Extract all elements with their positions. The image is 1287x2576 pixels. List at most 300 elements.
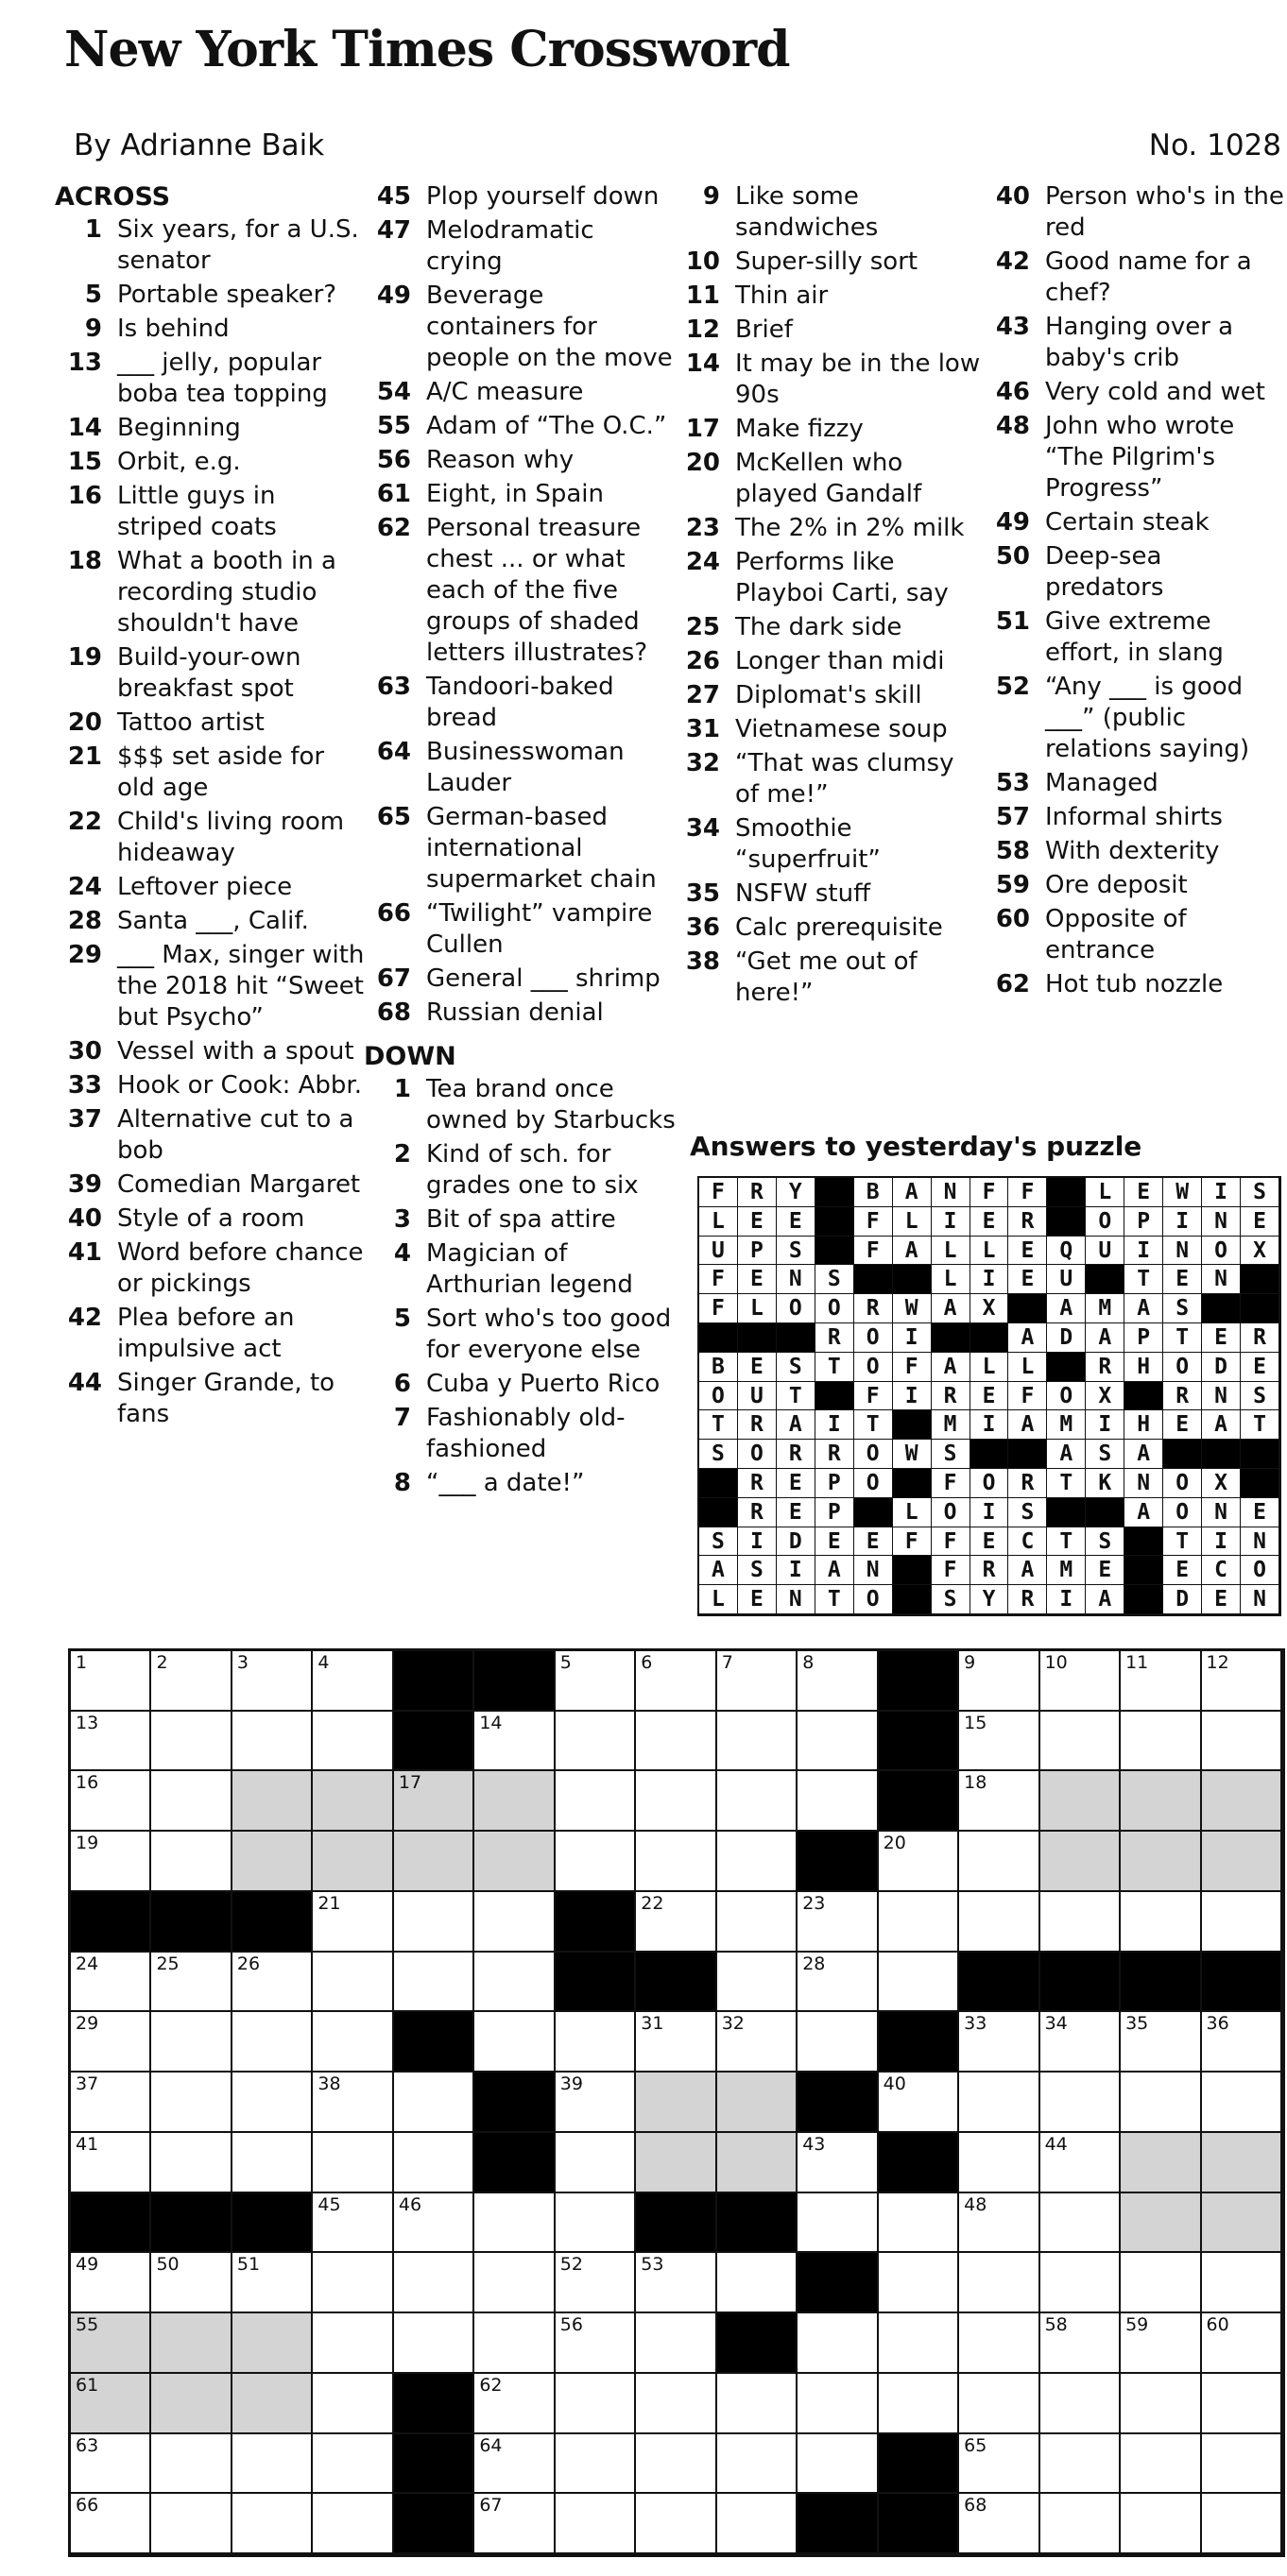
down-clue-1[interactable] [364, 1074, 676, 1136]
down-clue-35[interactable] [673, 879, 985, 910]
black-square [556, 1953, 636, 2013]
grid-cell[interactable] [556, 1651, 636, 1712]
grid-cell[interactable] [717, 1771, 798, 1832]
grid-cell[interactable] [879, 1892, 959, 1953]
grid-cell[interactable] [1040, 1651, 1121, 1712]
grid-cell[interactable] [1121, 2012, 1201, 2073]
grid-cell[interactable] [1202, 2313, 1282, 2374]
shaded-grid-cell[interactable] [151, 2313, 232, 2374]
shaded-grid-cell[interactable] [474, 1771, 555, 1832]
grid-cell[interactable] [636, 1771, 716, 1832]
across-clue-30[interactable] [55, 1036, 367, 1067]
grid-cell[interactable] [1202, 2012, 1282, 2073]
grid-cell[interactable] [959, 2073, 1039, 2133]
grid-cell[interactable] [556, 2193, 636, 2254]
grid-cell[interactable] [313, 2374, 393, 2434]
grid-cell[interactable] [313, 1651, 393, 1712]
down-clue-4[interactable] [364, 1238, 676, 1301]
black-square [394, 2012, 474, 2073]
clue-number: 23 [685, 514, 720, 542]
down-clue-5[interactable] [364, 1304, 676, 1366]
down-clue-53[interactable] [983, 768, 1287, 799]
grid-cell[interactable] [313, 2494, 393, 2554]
across-clue-1[interactable] [55, 214, 367, 277]
across-clue-62[interactable] [364, 513, 676, 669]
grid-cell[interactable] [474, 1712, 555, 1772]
across-clue-63[interactable] [364, 672, 676, 734]
grid-cell[interactable] [474, 2374, 555, 2434]
down-clue-9[interactable] [673, 181, 985, 244]
grid-cell[interactable] [71, 2073, 151, 2133]
shaded-grid-cell[interactable] [1121, 2133, 1201, 2193]
grid-cell[interactable] [1040, 2253, 1121, 2313]
grid-cell[interactable] [151, 1651, 232, 1712]
grid-cell[interactable] [474, 2193, 555, 2254]
answer-black-cell [1202, 1294, 1241, 1323]
answer-cell: T [699, 1410, 738, 1440]
down-clue-49[interactable] [983, 507, 1287, 538]
grid-cell[interactable] [717, 1651, 798, 1712]
grid-cell[interactable] [1040, 2012, 1121, 2073]
grid-cell[interactable] [879, 1953, 959, 2013]
grid-cell[interactable] [71, 2012, 151, 2073]
shaded-grid-cell[interactable] [1121, 2193, 1201, 2254]
down-clue-24[interactable] [673, 547, 985, 609]
down-clue-20[interactable] [673, 448, 985, 510]
answer-cell: I [1086, 1410, 1124, 1440]
clue-number: 12 [685, 316, 720, 344]
grid-cell[interactable] [1040, 1892, 1121, 1953]
grid-cell[interactable] [556, 2133, 636, 2193]
cell-number: 65 [964, 2434, 987, 2456]
grid-cell[interactable] [1202, 1892, 1282, 1953]
grid-cell[interactable] [556, 2012, 636, 2073]
grid-cell[interactable] [71, 2253, 151, 2313]
grid-cell[interactable] [1202, 2253, 1282, 2313]
cell-number: 44 [1044, 2133, 1068, 2155]
grid-cell[interactable] [636, 2434, 716, 2495]
cell-number: 3 [236, 1652, 249, 1673]
across-clue-47[interactable] [364, 215, 676, 278]
down-clue-25[interactable] [673, 612, 985, 643]
grid-cell[interactable] [798, 2193, 878, 2254]
shaded-grid-cell[interactable] [1040, 1771, 1121, 1832]
grid-cell[interactable] [798, 1953, 878, 2013]
grid-cell[interactable] [71, 1712, 151, 1772]
grid-cell[interactable] [556, 1712, 636, 1772]
grid-cell[interactable] [1121, 2253, 1201, 2313]
grid-cell[interactable] [232, 2012, 313, 2073]
clue-number: 7 [393, 1404, 411, 1432]
clue-text: “Get me out of here!” [735, 947, 918, 1007]
grid-cell[interactable] [1121, 2494, 1201, 2554]
grid-cell[interactable] [151, 1832, 232, 1892]
down-clue-26[interactable] [673, 646, 985, 677]
grid-cell[interactable] [313, 1953, 393, 2013]
down-clue-6[interactable] [364, 1369, 676, 1400]
down-clue-57[interactable] [983, 802, 1287, 833]
grid-cell[interactable] [151, 1771, 232, 1832]
clue-text: It may be in the low 90s [735, 350, 981, 409]
across-clue-65[interactable] [364, 802, 676, 896]
grid-cell[interactable] [798, 2313, 878, 2374]
grid-cell[interactable] [394, 2313, 474, 2374]
down-clue-38[interactable] [673, 947, 985, 1009]
down-clue-3[interactable] [364, 1204, 676, 1236]
shaded-grid-cell[interactable] [232, 2313, 313, 2374]
answer-cell: I [970, 1265, 1009, 1294]
down-clue-10[interactable] [673, 247, 985, 278]
across-clue-24[interactable] [55, 872, 367, 903]
across-clue-28[interactable] [55, 906, 367, 937]
across-clue-20[interactable] [55, 708, 367, 739]
grid-cell[interactable] [151, 2494, 232, 2554]
grid-cell[interactable] [1040, 2434, 1121, 2495]
across-clue-49[interactable] [364, 281, 676, 374]
grid-cell[interactable] [959, 2253, 1039, 2313]
grid-cell[interactable] [232, 1953, 313, 2013]
grid-cell[interactable] [717, 2012, 798, 2073]
grid-cell[interactable] [232, 2494, 313, 2554]
down-clue-46[interactable] [983, 377, 1287, 408]
grid-cell[interactable] [1040, 2374, 1121, 2434]
down-clue-51[interactable] [983, 606, 1287, 669]
grid-cell[interactable] [556, 2253, 636, 2313]
grid-cell[interactable] [71, 2494, 151, 2554]
grid-cell[interactable] [474, 2494, 555, 2554]
grid-cell[interactable] [959, 1651, 1039, 1712]
grid-cell[interactable] [1202, 1651, 1282, 1712]
across-clue-19[interactable] [55, 642, 367, 705]
grid-cell[interactable] [798, 2434, 878, 2495]
grid-cell[interactable] [232, 2133, 313, 2193]
grid-cell[interactable] [474, 2313, 555, 2374]
grid-cell[interactable] [232, 2253, 313, 2313]
grid-cell[interactable] [1121, 1712, 1201, 1772]
grid-cell[interactable] [71, 1832, 151, 1892]
grid-cell[interactable] [1040, 2073, 1121, 2133]
grid-cell[interactable] [798, 1712, 878, 1772]
grid-cell[interactable] [394, 2193, 474, 2254]
across-clue-14[interactable] [55, 413, 367, 444]
down-clue-40[interactable] [983, 181, 1287, 244]
grid-cell[interactable] [959, 1892, 1039, 1953]
grid-cell[interactable] [556, 2434, 636, 2495]
grid-cell[interactable] [71, 2133, 151, 2193]
down-clue-36[interactable] [673, 913, 985, 944]
grid-cell[interactable] [313, 1712, 393, 1772]
down-clue-17[interactable] [673, 414, 985, 445]
shaded-grid-cell[interactable] [1202, 2133, 1282, 2193]
grid-cell[interactable] [959, 2193, 1039, 2254]
grid-cell[interactable] [1121, 2374, 1201, 2434]
grid-cell[interactable] [313, 2073, 393, 2133]
shaded-grid-cell[interactable] [636, 2073, 716, 2133]
clue-number: 20 [685, 449, 720, 477]
grid-cell[interactable] [232, 2073, 313, 2133]
across-clue-5[interactable] [55, 280, 367, 311]
grid-cell[interactable] [394, 1953, 474, 2013]
grid-cell[interactable] [1121, 2434, 1201, 2495]
grid-cell[interactable] [151, 2253, 232, 2313]
grid-cell[interactable] [313, 2313, 393, 2374]
grid-cell[interactable] [1202, 2073, 1282, 2133]
across-clue-13[interactable] [55, 348, 367, 410]
across-clue-68[interactable] [364, 998, 676, 1029]
grid-cell[interactable] [71, 2434, 151, 2495]
across-clue-21[interactable] [55, 742, 367, 804]
grid-cell[interactable] [959, 2133, 1039, 2193]
down-clue-42[interactable] [983, 247, 1287, 309]
grid-cell[interactable] [636, 1651, 716, 1712]
down-clue-59[interactable] [983, 870, 1287, 901]
grid-cell[interactable] [151, 2434, 232, 2495]
across-clue-55[interactable] [364, 411, 676, 442]
across-clue-67[interactable] [364, 964, 676, 995]
grid-cell[interactable] [717, 2434, 798, 2495]
grid-cell[interactable] [879, 2374, 959, 2434]
grid-cell[interactable] [636, 2313, 716, 2374]
clue-number: 14 [67, 414, 102, 442]
down-clue-14[interactable] [673, 349, 985, 411]
down-clue-31[interactable] [673, 714, 985, 745]
grid-cell[interactable] [636, 2494, 716, 2554]
shaded-grid-cell[interactable] [717, 2073, 798, 2133]
across-clue-40[interactable] [55, 1203, 367, 1235]
down-clue-62[interactable] [983, 969, 1287, 1000]
across-clue-37[interactable] [55, 1104, 367, 1167]
clue-number: 53 [995, 769, 1030, 797]
down-clue-2[interactable] [364, 1139, 676, 1202]
grid-cell[interactable] [71, 1953, 151, 2013]
grid-cell[interactable] [798, 1651, 878, 1712]
across-clue-66[interactable] [364, 898, 676, 961]
grid-cell[interactable] [879, 2313, 959, 2374]
shaded-grid-cell[interactable] [474, 1832, 555, 1892]
answer-cell: F [932, 1556, 970, 1585]
shaded-grid-cell[interactable] [232, 1832, 313, 1892]
grid-cell[interactable] [71, 1651, 151, 1712]
across-clue-33[interactable] [55, 1070, 367, 1101]
shaded-grid-cell[interactable] [636, 2133, 716, 2193]
grid-cell[interactable] [959, 1712, 1039, 1772]
grid-cell[interactable] [879, 2253, 959, 2313]
grid-cell[interactable] [394, 2073, 474, 2133]
grid-cell[interactable] [232, 2434, 313, 2495]
grid-cell[interactable] [1040, 2193, 1121, 2254]
grid-cell[interactable] [798, 2133, 878, 2193]
down-clue-32[interactable] [673, 748, 985, 810]
grid-cell[interactable] [394, 1892, 474, 1953]
down-clue-12[interactable] [673, 315, 985, 346]
grid-cell[interactable] [717, 2374, 798, 2434]
grid-cell[interactable] [798, 1892, 878, 1953]
across-clue-16[interactable] [55, 481, 367, 543]
grid-cell[interactable] [71, 1771, 151, 1832]
answer-cell: S [1241, 1382, 1279, 1411]
across-clue-29[interactable] [55, 940, 367, 1033]
grid-cell[interactable] [879, 2073, 959, 2133]
across-clue-54[interactable] [364, 377, 676, 408]
shaded-grid-cell[interactable] [1202, 2193, 1282, 2254]
grid-cell[interactable] [959, 2012, 1039, 2073]
grid-cell[interactable] [474, 2012, 555, 2073]
down-clue-52[interactable] [983, 672, 1287, 765]
answer-cell: H [1124, 1410, 1163, 1440]
grid-cell[interactable] [394, 2253, 474, 2313]
shaded-grid-cell[interactable] [1202, 1832, 1282, 1892]
down-clue-58[interactable] [983, 836, 1287, 867]
grid-cell[interactable] [1121, 1892, 1201, 1953]
answer-cell: S [1086, 1527, 1124, 1557]
answer-cell: S [738, 1556, 777, 1585]
grid-cell[interactable] [1202, 2434, 1282, 2495]
grid-cell[interactable] [1040, 2494, 1121, 2554]
shaded-grid-cell[interactable] [313, 1832, 393, 1892]
grid-cell[interactable] [879, 1832, 959, 1892]
grid-cell[interactable] [1040, 2133, 1121, 2193]
across-clue-61[interactable] [364, 479, 676, 510]
answer-black-cell [1124, 1382, 1163, 1411]
across-clue-44[interactable] [55, 1368, 367, 1430]
across-clue-45[interactable] [364, 181, 676, 213]
shaded-grid-cell[interactable] [1121, 1771, 1201, 1832]
down-clue-8[interactable] [364, 1468, 676, 1499]
shaded-grid-cell[interactable] [232, 1771, 313, 1832]
grid-cell[interactable] [717, 1832, 798, 1892]
shaded-grid-cell[interactable] [71, 2313, 151, 2374]
across-clue-9[interactable] [55, 314, 367, 345]
down-clue-50[interactable] [983, 541, 1287, 604]
across-clue-56[interactable] [364, 445, 676, 476]
grid-cell[interactable] [151, 2133, 232, 2193]
grid-cell[interactable] [879, 2193, 959, 2254]
shaded-grid-cell[interactable] [313, 1771, 393, 1832]
grid-cell[interactable] [717, 1712, 798, 1772]
grid-cell[interactable] [636, 1832, 716, 1892]
grid-cell[interactable] [474, 2434, 555, 2495]
grid-cell[interactable] [394, 2133, 474, 2193]
grid-cell[interactable] [636, 2012, 716, 2073]
grid-cell[interactable] [1121, 1651, 1201, 1712]
answer-cell: A [1086, 1585, 1124, 1614]
down-clue-43[interactable] [983, 312, 1287, 374]
grid-cell[interactable] [556, 2073, 636, 2133]
grid-cell[interactable] [959, 1771, 1039, 1832]
grid-cell[interactable] [151, 1712, 232, 1772]
down-clue-34[interactable] [673, 813, 985, 876]
across-clue-22[interactable] [55, 807, 367, 869]
grid-cell[interactable] [313, 2253, 393, 2313]
grid-cell[interactable] [474, 1953, 555, 2013]
grid-cell[interactable] [717, 2253, 798, 2313]
grid-cell[interactable] [798, 1771, 878, 1832]
answer-black-cell [1124, 1556, 1163, 1585]
across-clue-64[interactable] [364, 737, 676, 799]
grid-cell[interactable] [1040, 1712, 1121, 1772]
shaded-grid-cell[interactable] [71, 2374, 151, 2434]
grid-cell[interactable] [151, 2073, 232, 2133]
answer-cell: A [777, 1410, 815, 1440]
down-clue-60[interactable] [983, 904, 1287, 966]
grid-cell[interactable] [717, 2494, 798, 2554]
cell-number: 45 [317, 2193, 341, 2215]
grid-cell[interactable] [556, 2494, 636, 2554]
down-clue-7[interactable] [364, 1403, 676, 1465]
down-clue-27[interactable] [673, 680, 985, 711]
grid-cell[interactable] [959, 2313, 1039, 2374]
grid-cell[interactable] [636, 2253, 716, 2313]
grid-cell[interactable] [798, 2374, 878, 2434]
grid-cell[interactable] [151, 1953, 232, 2013]
across-clue-18[interactable] [55, 546, 367, 640]
grid-cell[interactable] [1121, 2073, 1201, 2133]
grid-cell[interactable] [313, 2012, 393, 2073]
cell-number: 32 [721, 2013, 745, 2035]
grid-cell[interactable] [636, 1892, 716, 1953]
grid-cell[interactable] [636, 1712, 716, 1772]
grid-cell[interactable] [1121, 2313, 1201, 2374]
grid-cell[interactable] [151, 2012, 232, 2073]
clue-text: Like some sandwiches [735, 182, 879, 242]
grid-cell[interactable] [474, 1892, 555, 1953]
grid-cell[interactable] [556, 1832, 636, 1892]
grid-cell[interactable] [474, 2253, 555, 2313]
grid-cell[interactable] [313, 2193, 393, 2254]
shaded-grid-cell[interactable] [394, 1771, 474, 1832]
across-clue-41[interactable] [55, 1237, 367, 1300]
clue-number: 1 [84, 215, 102, 244]
clue-number: 62 [995, 970, 1030, 998]
grid-cell[interactable] [313, 1892, 393, 1953]
shaded-grid-cell[interactable] [1040, 1832, 1121, 1892]
grid-cell[interactable] [313, 2133, 393, 2193]
grid-cell[interactable] [556, 2374, 636, 2434]
grid-cell[interactable] [717, 1892, 798, 1953]
grid-cell[interactable] [636, 2374, 716, 2434]
shaded-grid-cell[interactable] [394, 1832, 474, 1892]
down-clue-23[interactable] [673, 513, 985, 544]
grid-cell[interactable] [717, 1953, 798, 2013]
grid-cell[interactable] [959, 1832, 1039, 1892]
grid-cell[interactable] [232, 1712, 313, 1772]
grid-cell[interactable] [556, 2313, 636, 2374]
grid-cell[interactable] [232, 1651, 313, 1712]
grid-cell[interactable] [798, 2012, 878, 2073]
clue-text: Singer Grande, to fans [117, 1369, 335, 1428]
shaded-grid-cell[interactable] [232, 2374, 313, 2434]
grid-cell[interactable] [959, 2374, 1039, 2434]
grid-cell[interactable] [1202, 1712, 1282, 1772]
across-clue-39[interactable] [55, 1169, 367, 1201]
shaded-grid-cell[interactable] [1121, 1832, 1201, 1892]
down-clue-11[interactable] [673, 281, 985, 312]
shaded-grid-cell[interactable] [151, 2374, 232, 2434]
shaded-grid-cell[interactable] [1202, 1771, 1282, 1832]
grid-cell[interactable] [1202, 2374, 1282, 2434]
grid-cell[interactable] [556, 1771, 636, 1832]
across-clue-42[interactable] [55, 1303, 367, 1365]
grid-cell[interactable] [959, 2434, 1039, 2495]
grid-cell[interactable] [1202, 2494, 1282, 2554]
answer-cell: I [777, 1556, 815, 1585]
shaded-grid-cell[interactable] [717, 2133, 798, 2193]
down-clue-48[interactable] [983, 411, 1287, 504]
grid-cell[interactable] [313, 2434, 393, 2495]
across-clue-15[interactable] [55, 447, 367, 478]
grid-cell[interactable] [1040, 2313, 1121, 2374]
grid-cell[interactable] [959, 2494, 1039, 2554]
